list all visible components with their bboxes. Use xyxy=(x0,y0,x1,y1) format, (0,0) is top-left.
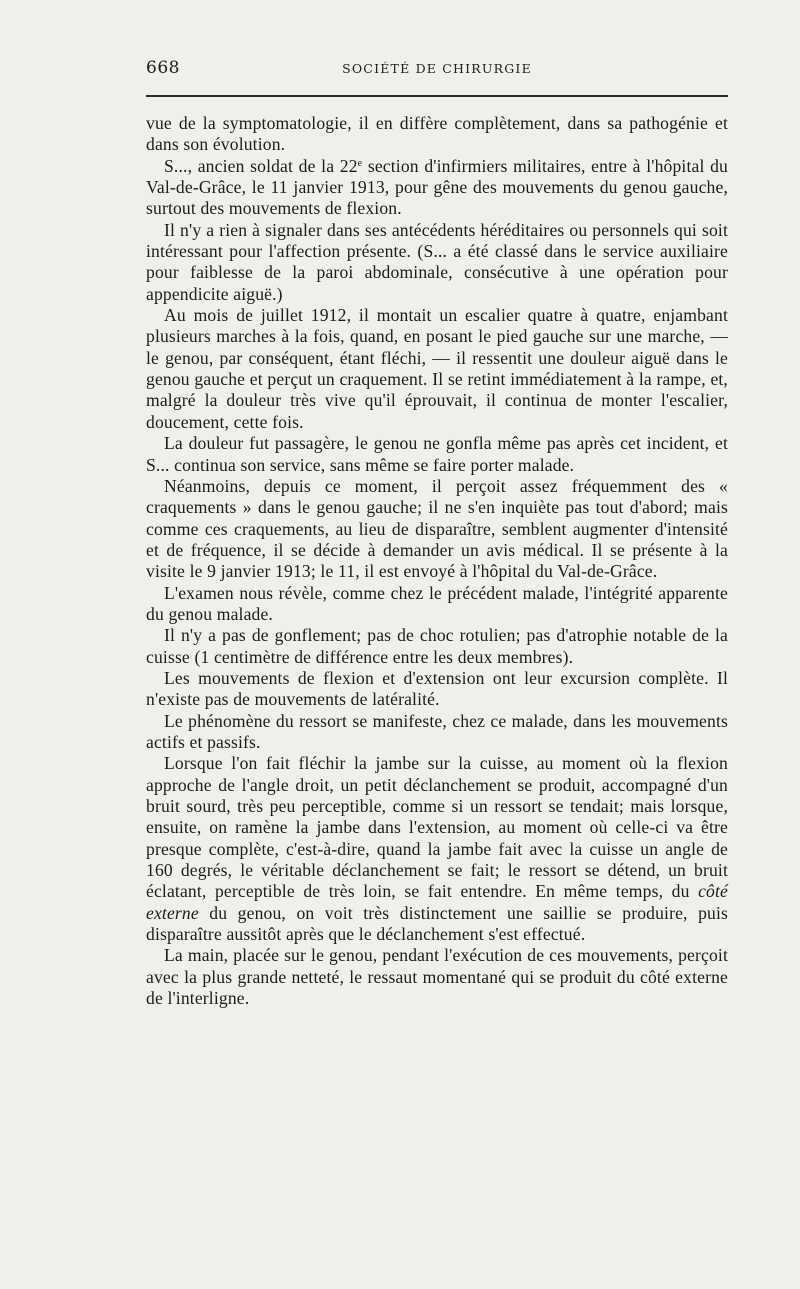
paragraph: Néanmoins, depuis ce moment, il perçoit assez fréquemment des « craquements » dans le genou gauche; il ne s'en inquiète pas tout d'abord; mais comme ces craquements, au lieu de disparaître, semblent augmenter d'intensité et de fréquence, il se décide à demander un avis médical. Il se présente à la visite le 9 janvier 1913; le 11, il est envoyé à l'hôpital du Val-de-Grâce. xyxy=(146,475,728,582)
paragraph: La douleur fut passagère, le genou ne gonfla même pas après cet incident, et S... continua son service, sans même se faire porter malade. xyxy=(146,433,728,475)
paragraph: Il n'y a pas de gonflement; pas de choc rotulien; pas d'atrophie notable de la cuisse (1 centimètre de différence entre les deux membres). xyxy=(146,625,728,667)
paragraph: Le phénomène du ressort se manifeste, chez ce malade, dans les mouvements actifs et passifs. xyxy=(146,710,728,752)
paragraph: vue de la symptomatologie, il en diffère complètement, dans sa pathogénie et dans son évolution. xyxy=(146,113,728,155)
page-header xyxy=(146,58,728,82)
paragraph: Il n'y a rien à signaler dans ses antécédents héréditaires ou personnels qui soit intéressant pour l'affection présente. (S... a été classé dans le service auxiliaire pour faiblesse de la paroi abdominale, consécutive à une opération pour appendicite aiguë.) xyxy=(146,219,728,304)
header-rule xyxy=(146,95,728,97)
running-title: SOCIÉTÉ DE CHIRURGIE xyxy=(342,61,532,76)
italic-term: côté externe xyxy=(146,881,728,923)
body-text xyxy=(146,113,728,1009)
paragraph: Au mois de juillet 1912, il montait un escalier quatre à quatre, enjambant plusieurs marches à la fois, quand, en posant le pied gauche sur une marche, — le genou, par conséquent, étant fléchi, — il ressentit une douleur aiguë dans le genou gauche et perçut un craquement. Il se retint immédiatement à la rampe, et, malgré la douleur très vive qu'il éprouvait, il continua de monter l'escalier, doucement, cette fois. xyxy=(146,305,728,432)
paragraph: Les mouvements de flexion et d'extension ont leur excursion complète. Il n'existe pas de mouvements de latéralité. xyxy=(146,667,728,710)
paragraph: S..., ancien soldat de la 22e section d'infirmiers militaires, entre à l'hôpital du Val-de-Grâce, le 11 janvier 1913, pour gêne des mouvements du genou gauche, surtout des mouvements de flexion. xyxy=(146,155,728,219)
paragraph: Lorsque l'on fait fléchir la jambe sur la cuisse, au moment où la flexion approche de l'angle droit, un petit déclanchement se produit, accompagné d'un bruit sourd, très peu perceptible, comme si un ressort se tendait; mais lorsque, ensuite, on ramène la jambe dans l'extension, au moment où celle-ci va être presque complète, c'est-à-dire, quand la jambe fait avec la cuisse un angle de 160 degrés, le véritable déclanchement se fait; le ressort se détend, un bruit éclatant, perceptible de très loin, se fait entendre. En même temps, du côté externe du genou, on voit très distinctement une saillie se produire, puis disparaître aussitôt après que le déclanchement s'est effectué. xyxy=(146,753,728,945)
page-number: 668 xyxy=(146,58,180,78)
paragraph: La main, placée sur le genou, pendant l'exécution de ces mouvements, perçoit avec la plus grande netteté, le ressaut momentané qui se produit du côté externe de l'interligne. xyxy=(146,945,728,1009)
paragraph: L'examen nous révèle, comme chez le précédent malade, l'intégrité apparente du genou malade. xyxy=(146,582,728,624)
